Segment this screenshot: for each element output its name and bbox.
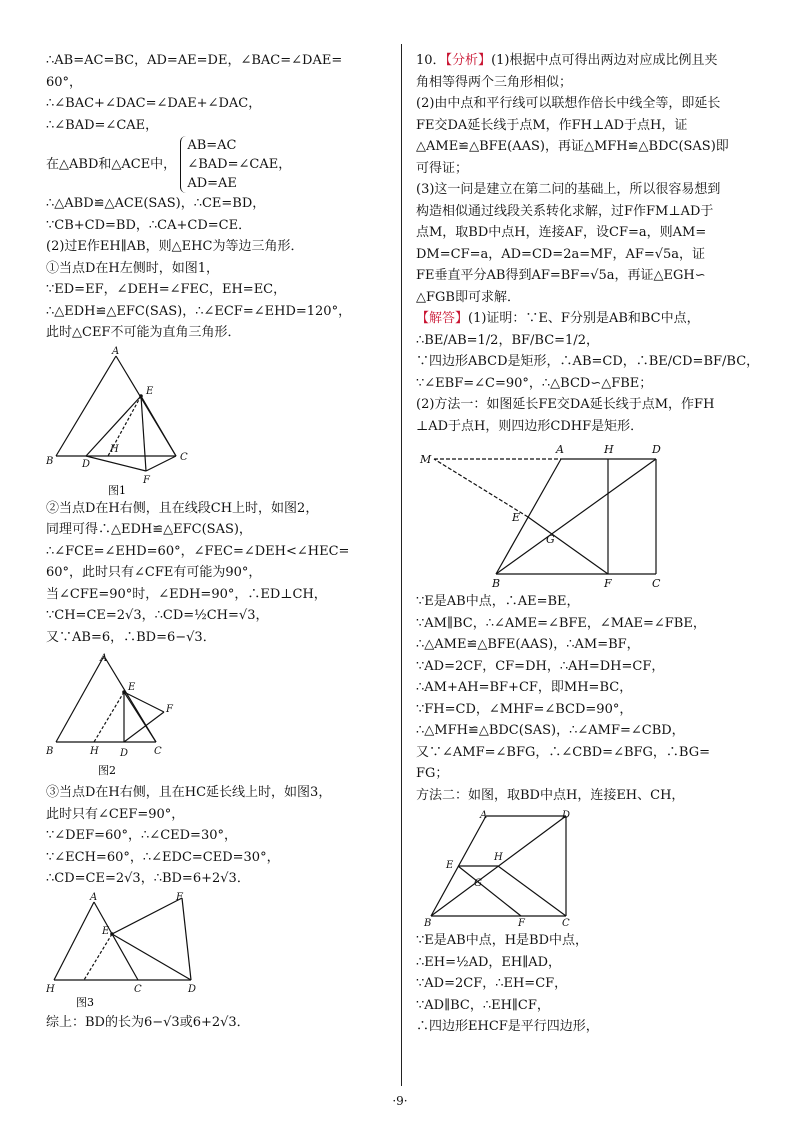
answer-line: 又∵∠AMF=∠BFG，∴∠CBD=∠BFG，∴BG=	[416, 744, 710, 760]
analysis-line: (3)这一问是建立在第二问的基础上，所以很容易想到	[416, 182, 721, 197]
solution-line: ②当点D在H右侧，且在线段CH上时，如图2，	[46, 500, 319, 516]
solution-line: ∴△EDH≌△EFC(SAS)，∴∠ECF=∠EHD=120°，	[46, 303, 352, 319]
svg-text:C: C	[154, 746, 162, 757]
answer-line: ∴△MFH≌△BDC(SAS)，∴∠AMF=∠CBD，	[416, 723, 685, 738]
solution-line: 此时只有∠CEF=90°，	[46, 806, 185, 822]
analysis-line: (2)由中点和平行线可以联想作倍长中线全等，即延长	[416, 96, 721, 111]
svg-text:H: H	[494, 852, 503, 863]
figure-2-caption: 图2	[98, 764, 116, 777]
svg-text:A: A	[556, 443, 564, 456]
solution-line: ∴AB=AC=BC，AD=AE=DE，∠BAC=∠DAE=	[46, 53, 343, 68]
figure-3-caption: 图3	[76, 995, 94, 1009]
svg-text:E: E	[102, 925, 110, 937]
solution-line: ∴CD=CE=2√3，∴BD=6+2√3．	[46, 871, 250, 886]
figure-1	[46, 346, 196, 496]
svg-text:D: D	[652, 443, 661, 456]
rectangle-figure-1	[416, 439, 676, 589]
svg-text:A: A	[480, 810, 488, 821]
analysis-line: FE垂直平分AB得到AF=BF=√5a，再证△EGH∽	[416, 268, 706, 283]
answer-line: FG；	[416, 766, 449, 781]
answer-line: ∴AM+AH=BF+CF，即MH=BC，	[416, 680, 633, 695]
svg-text:B: B	[492, 577, 501, 589]
answer-line: ∵AD=2CF，CF=DH，∴AH=DH=CF，	[416, 658, 665, 674]
svg-text:E: E	[512, 511, 521, 524]
solution-line: 60°，此时只有∠CFE有可能为90°，	[46, 565, 262, 580]
svg-text:E: E	[146, 385, 154, 397]
answer-line: ∴四边形EHCF是平行四边形，	[416, 1019, 599, 1034]
right-column	[416, 50, 760, 1038]
svg-text:H: H	[90, 746, 99, 757]
solution-line: 60°，	[46, 74, 83, 90]
solution-line: ∴△ABD≌△ACE(SAS)，∴CE=BD，	[46, 196, 266, 211]
svg-text:B: B	[424, 918, 432, 928]
solution-line: ∵∠DEF=60°，∴∠CED=30°，	[46, 828, 237, 843]
answer-first-line: 【解答】(1)证明：∵E、F分别是AB和BC中点，	[416, 311, 700, 326]
svg-text:F: F	[166, 704, 173, 715]
svg-text:D: D	[562, 810, 571, 821]
analysis-tag: 【分析】	[445, 53, 492, 68]
solution-line: (2)过E作EH∥AB，则△EHC为等边三角形．	[46, 239, 304, 254]
column-divider	[401, 44, 402, 1086]
answer-line: ∵AD∥BC，∴EH∥CF，	[416, 997, 550, 1013]
svg-text:F: F	[143, 474, 150, 486]
svg-text:H: H	[110, 443, 119, 455]
solution-line: 当∠CFE=90°时，∠EDH=90°，∴ED⊥CH，	[46, 586, 327, 602]
figure-1-caption: 图1	[108, 483, 126, 496]
solution-line: ∴∠BAC+∠DAC=∠DAE+∠DAC，	[46, 96, 262, 111]
svg-text:F: F	[518, 918, 525, 928]
svg-text:M: M	[420, 453, 432, 466]
svg-text:D: D	[188, 983, 197, 995]
svg-text:A: A	[112, 345, 120, 357]
svg-text:E: E	[446, 860, 454, 871]
solution-line: 此时△CEF不可能为直角三角形．	[46, 325, 241, 340]
rectangle-figure-2	[416, 808, 586, 928]
solution-line: ∵CB+CD=BD，∴CA+CD=CE．	[46, 217, 252, 233]
fraction-line-1: ∴BE/AB=1/2，BF/BC=1/2，	[416, 332, 599, 348]
svg-text:D: D	[82, 458, 91, 470]
solution-line: ③当点D在H右侧，且在HC延长线上时，如图3，	[46, 785, 332, 800]
svg-text:C: C	[134, 983, 142, 995]
svg-text:F: F	[176, 891, 183, 903]
svg-text:A: A	[100, 653, 108, 664]
answer-line: ∵E是AB中点，∴AE=BE，	[416, 594, 580, 609]
analysis-line: 点M，取BD中点H，连接AF，设CF=a，则AM=	[416, 225, 707, 240]
page-number: ·9·	[392, 1094, 408, 1108]
svg-text:D: D	[120, 748, 129, 759]
answer-line: ∵AD=2CF，∴EH=CF，	[416, 976, 568, 991]
analysis-line: △FGB即可求解．	[416, 289, 520, 305]
solution-line: ∵ED=EF，∠DEH=∠FEC，EH=EC，	[46, 282, 287, 297]
analysis-line: DM=CF=a，AD=CD=2a=MF，AF=√5a，证	[416, 246, 706, 262]
svg-text:C: C	[562, 918, 570, 928]
svg-text:F: F	[604, 577, 612, 589]
answer-line: ∵AM∥BC，∴∠AME=∠BFE，∠MAE=∠FBE，	[416, 615, 706, 631]
svg-text:C: C	[180, 451, 188, 463]
svg-text:G: G	[546, 533, 555, 546]
answer-line: ∵E是AB中点，H是BD中点，	[416, 933, 589, 948]
answer-line: (2)方法一：如图延长FE交DA延长线于点M，作FH	[416, 397, 715, 412]
solution-line: 同理可得∴△EDH≌△EFC(SAS)，	[46, 522, 252, 537]
svg-text:A: A	[90, 891, 98, 903]
analysis-line: △AME≌△BFE(AAS)，再证△MFH≌△BDC(SAS)即	[416, 139, 729, 154]
svg-text:E: E	[128, 682, 136, 693]
figure-2	[46, 650, 196, 780]
svg-text:C: C	[652, 577, 661, 589]
svg-text:G: G	[474, 878, 482, 889]
analysis-first-line: 10．【分析】(1)根据中点可得出两边对应成比例且夹	[416, 53, 718, 68]
solution-line: ∴∠FCE=∠EHD=60°，∠FEC=∠DEH<∠HEC=	[46, 543, 350, 559]
solution-line: ∵CH=CE=2√3，∴CD=½CH=√3，	[46, 608, 269, 623]
analysis-line: FE交DA延长线于点M，作FH⊥AD于点H，证	[416, 117, 688, 133]
svg-text:B: B	[46, 455, 54, 467]
congruence-setup: 在△ABD和△ACE中， AB=AC ∠BAD=∠CAE， AD=AE	[46, 138, 292, 191]
answer-line: ∵FH=CD，∠MHF=∠BCD=90°，	[416, 701, 633, 717]
answer-line: ∴△AME≌△BFE(AAS)，∴AM=BF，	[416, 637, 640, 652]
answer-line: ∴EH=½AD，EH∥AD，	[416, 954, 562, 970]
question-number: 10．	[416, 53, 446, 68]
left-column	[46, 50, 391, 1033]
svg-text:H: H	[46, 983, 55, 995]
svg-text:H: H	[604, 443, 614, 456]
solution-line: ∵∠ECH=60°，∴∠EDC=CED=30°，	[46, 849, 280, 865]
solution-line: ∴∠BAD=∠CAE，	[46, 117, 159, 133]
answer-line: 方法二：如图，取BD中点H，连接EH、CH，	[416, 787, 685, 803]
solution-line: 又∵AB=6，∴BD=6−√3．	[46, 629, 216, 645]
analysis-line: 可得证；	[416, 160, 469, 176]
condition-brace: AB=AC ∠BAD=∠CAE， AD=AE	[180, 136, 291, 193]
answer-line: ⊥AD于点H，则四边形CDHF是矩形．	[416, 418, 644, 434]
analysis-line: 构造相似通过线段关系转化求解，过F作FM⊥AD于	[416, 203, 714, 219]
fraction-line-2: ∵四边形ABCD是矩形，∴AB=CD，∴BE/CD=BF/BC，	[416, 354, 760, 369]
conclusion: 综上：BD的长为6−√3或6+2√3．	[46, 1014, 250, 1030]
answer-tag: 【解答】	[416, 311, 469, 326]
analysis-line: 角相等得两个三角形相似；	[416, 74, 573, 90]
figure-3	[46, 892, 206, 1010]
svg-text:B: B	[46, 746, 54, 757]
solution-line: ①当点D在H左侧时，如图1，	[46, 260, 220, 276]
answer-line: ∵∠EBF=∠C=90°，∴△BCD∽△FBE；	[416, 375, 653, 391]
